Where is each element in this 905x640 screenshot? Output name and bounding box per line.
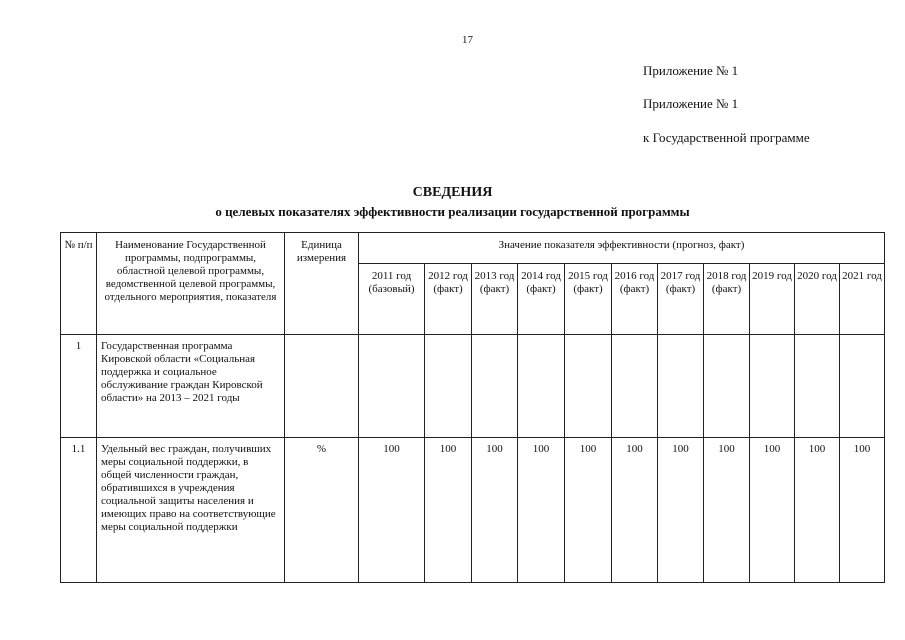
row-value: 100 <box>840 438 885 583</box>
header-name: Наименование Государственной программы, подпрограммы, областной целевой программы, ведомственной целевой программы, отдельного мероприятия, показателя <box>97 233 285 335</box>
indicators-table <box>60 232 885 583</box>
row-unit <box>285 335 359 438</box>
header-values-group: Значение показателя эффективности (прогноз, факт) <box>359 233 885 264</box>
header-unit: Единица измерения <box>285 233 359 335</box>
header-year: 2017 год (факт) <box>658 264 704 335</box>
row-value <box>704 335 750 438</box>
header-year: 2019 год <box>750 264 795 335</box>
row-value: 100 <box>472 438 518 583</box>
row-name: Государственная программа Кировской области «Социальная поддержка и социальное обслуживание граждан Кировской области» на 2013 – 2021 годы <box>97 335 285 438</box>
row-value: 100 <box>795 438 840 583</box>
header-year: 2021 год <box>840 264 885 335</box>
row-value: 100 <box>658 438 704 583</box>
row-name: Удельный вес граждан, получивших меры социальной поддержки, в общей численности граждан, обратившихся в учреждения социальной защиты населения и имеющих право на соответствующие меры социальной поддержки <box>97 438 285 583</box>
header-year: 2011 год (базовый) <box>359 264 425 335</box>
header-no: № п/п <box>61 233 97 335</box>
page-number: 17 <box>462 34 473 46</box>
row-value <box>795 335 840 438</box>
row-value: 100 <box>359 438 425 583</box>
header-year: 2020 год <box>795 264 840 335</box>
row-value: 100 <box>565 438 612 583</box>
row-value: 100 <box>612 438 658 583</box>
appendix-line-2: Приложение № 1 <box>643 96 739 111</box>
row-value <box>359 335 425 438</box>
row-value <box>750 335 795 438</box>
appendix-line-1: Приложение № 1 <box>643 63 739 78</box>
header-year: 2018 год (факт) <box>704 264 750 335</box>
header-year: 2013 год (факт) <box>472 264 518 335</box>
row-number: 1 <box>61 335 97 438</box>
row-value: 100 <box>750 438 795 583</box>
row-value <box>472 335 518 438</box>
row-value: 100 <box>518 438 565 583</box>
table-row <box>61 438 885 583</box>
header-year: 2014 год (факт) <box>518 264 565 335</box>
row-value: 100 <box>704 438 750 583</box>
document-title: СВЕДЕНИЯ <box>412 185 493 200</box>
header-year: 2015 год (факт) <box>565 264 612 335</box>
header-year: 2016 год (факт) <box>612 264 658 335</box>
document-subtitle: о целевых показателях эффективности реализации государственной программы <box>215 204 690 219</box>
header-year: 2012 год (факт) <box>425 264 472 335</box>
row-value <box>518 335 565 438</box>
appendix-line-3: к Государственной программе <box>643 130 810 145</box>
row-value <box>612 335 658 438</box>
table-row <box>61 335 885 438</box>
row-value <box>565 335 612 438</box>
row-value <box>840 335 885 438</box>
row-value <box>425 335 472 438</box>
row-unit: % <box>285 438 359 583</box>
row-value <box>658 335 704 438</box>
row-number: 1.1 <box>61 438 97 583</box>
row-value: 100 <box>425 438 472 583</box>
